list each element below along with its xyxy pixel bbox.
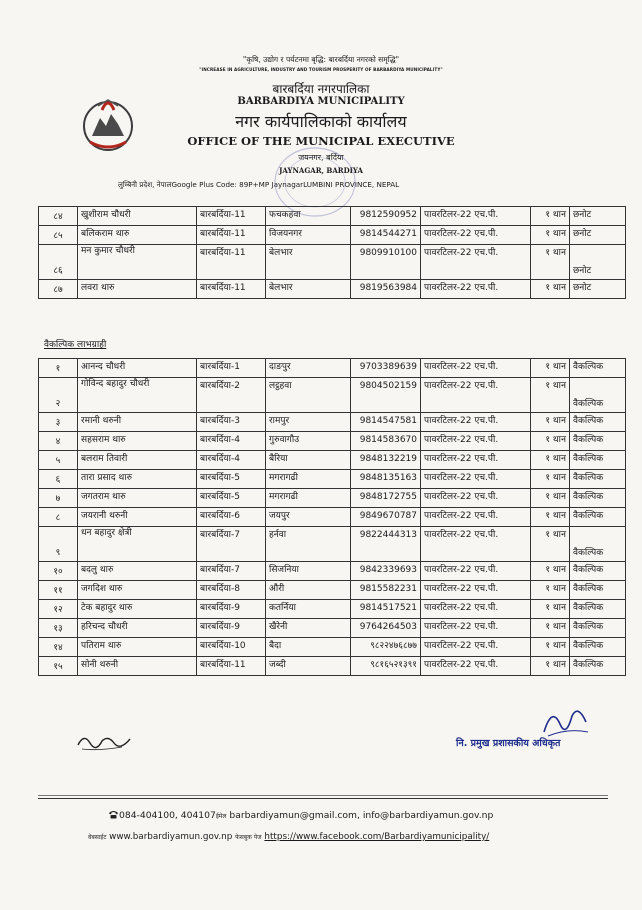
phone-number: 9703389639 xyxy=(351,359,421,378)
village: जब्दी xyxy=(266,657,351,676)
footer-facebook-label: फेसबुक पेज xyxy=(235,834,262,841)
ward: बारबर्दिया-4 xyxy=(197,451,266,470)
section-title: वैकल्पिक लाभग्राही xyxy=(44,340,107,350)
table-row xyxy=(39,489,626,508)
row-number: ८६ xyxy=(39,245,78,280)
equipment: पावरटिलर-22 एच.पी. xyxy=(421,638,531,657)
quantity: १ थान xyxy=(531,600,570,619)
selection-status: वैकल्पिक xyxy=(570,638,626,657)
row-number: १४ xyxy=(39,638,78,657)
village: फचकहवा xyxy=(266,207,351,226)
equipment: पावरटिलर-22 एच.पी. xyxy=(421,226,531,245)
row-number: १२ xyxy=(39,600,78,619)
ward: बारबर्दिया-1 xyxy=(197,359,266,378)
selection-status: छनोट xyxy=(570,207,626,226)
table-row xyxy=(39,280,626,299)
quantity: १ थान xyxy=(531,562,570,581)
beneficiary-name: जगतराम थारु xyxy=(78,489,197,508)
village: विजयनगर xyxy=(266,226,351,245)
village: गुरुवागौउ xyxy=(266,432,351,451)
village: रामपुर xyxy=(266,413,351,432)
village: खैरेनी xyxy=(266,619,351,638)
ward: बारबर्दिया-11 xyxy=(197,657,266,676)
phone-number: 9812590952 xyxy=(351,207,421,226)
equipment: पावरटिलर-22 एच.पी. xyxy=(421,470,531,489)
table-row xyxy=(39,451,626,470)
village: लट्ठहवा xyxy=(266,378,351,413)
equipment: पावरटिलर-22 एच.पी. xyxy=(421,432,531,451)
row-number: ३ xyxy=(39,413,78,432)
equipment: पावरटिलर-22 एच.पी. xyxy=(421,378,531,413)
selection-status: वैकल्पिक xyxy=(570,359,626,378)
signatory-title xyxy=(456,736,560,749)
beneficiary-name: गोविन्द बहादुर चौधरी xyxy=(78,378,197,413)
village: सिजनिया xyxy=(266,562,351,581)
phone-number: 9814547581 xyxy=(351,413,421,432)
selection-status: वैकल्पिक xyxy=(570,562,626,581)
beneficiary-name: बदलु थारु xyxy=(78,562,197,581)
quantity: १ थान xyxy=(531,470,570,489)
beneficiary-name: पतिराम थारु xyxy=(78,638,197,657)
quantity: १ थान xyxy=(531,378,570,413)
phone-number: 9815582231 xyxy=(351,581,421,600)
table-row xyxy=(39,562,626,581)
phone-number: 9848135163 xyxy=(351,470,421,489)
village: औरी xyxy=(266,581,351,600)
quantity: १ थान xyxy=(531,451,570,470)
ward: बारबर्दिया-11 xyxy=(197,226,266,245)
municipality-name-english: BARBARDIYA MUNICIPALITY xyxy=(237,96,405,107)
phone-number: 9849670787 xyxy=(351,508,421,527)
table-row xyxy=(39,638,626,657)
beneficiary-name: हरिचन्द चौधरी xyxy=(78,619,197,638)
phone-number: 9819563984 xyxy=(351,280,421,299)
phone-number: ९८१६५२१३९१ xyxy=(351,657,421,676)
quantity: १ थान xyxy=(531,432,570,451)
beneficiary-name: बलराम तिवारी xyxy=(78,451,197,470)
phone-icon xyxy=(108,810,119,819)
signature-left-icon xyxy=(74,731,134,753)
quantity: १ थान xyxy=(531,489,570,508)
phone-number: 9764264503 xyxy=(351,619,421,638)
village: मगरागढी xyxy=(266,489,351,508)
ward: बारबर्दिया-3 xyxy=(197,413,266,432)
beneficiary-name: बलिकराम थारु xyxy=(78,226,197,245)
quantity: १ थान xyxy=(531,226,570,245)
phone-number: 9814583670 xyxy=(351,432,421,451)
row-number: ८७ xyxy=(39,280,78,299)
table-row xyxy=(39,508,626,527)
ward: बारबर्दिया-10 xyxy=(197,638,266,657)
village: कतर्निया xyxy=(266,600,351,619)
village: बेलभार xyxy=(266,280,351,299)
table-row xyxy=(39,470,626,489)
beneficiary-name: लवरा थारु xyxy=(78,280,197,299)
ward: बारबर्दिया-5 xyxy=(197,470,266,489)
ward: बारबर्दिया-2 xyxy=(197,378,266,413)
equipment: पावरटिलर-22 एच.पी. xyxy=(421,451,531,470)
table-row xyxy=(39,207,626,226)
equipment: पावरटिलर-22 एच.पी. xyxy=(421,413,531,432)
table-row xyxy=(39,378,626,413)
quantity: १ थान xyxy=(531,619,570,638)
location-nepali: जयनगर, बर्दिया xyxy=(298,153,344,162)
village: जयपुर xyxy=(266,508,351,527)
beneficiary-name: जयरानी थरुनी xyxy=(78,508,197,527)
quantity: १ थान xyxy=(531,280,570,299)
row-number: ९ xyxy=(39,527,78,562)
phone-number: 9814517521 xyxy=(351,600,421,619)
footer-web-line xyxy=(88,832,489,842)
village: हर्नवा xyxy=(266,527,351,562)
beneficiary-table xyxy=(38,206,626,299)
footer-website-label: वेबसाईट xyxy=(88,834,107,841)
row-number: १० xyxy=(39,562,78,581)
ward: बारबर्दिया-9 xyxy=(197,619,266,638)
equipment: पावरटिलर-22 एच.पी. xyxy=(421,207,531,226)
ward: बारबर्दिया-7 xyxy=(197,562,266,581)
selection-status: वैकल्पिक xyxy=(570,432,626,451)
village: दाङपुर xyxy=(266,359,351,378)
phone-number: 9848172755 xyxy=(351,489,421,508)
selection-status: वैकल्पिक xyxy=(570,378,626,413)
quantity: १ थान xyxy=(531,207,570,226)
row-number: ५ xyxy=(39,451,78,470)
table-row xyxy=(39,619,626,638)
ward: बारबर्दिया-9 xyxy=(197,600,266,619)
ward: बारबर्दिया-11 xyxy=(197,245,266,280)
footer-facebook-link[interactable]: https://www.facebook.com/Barbardiyamunicipality/ xyxy=(264,832,490,842)
selection-status: वैकल्पिक xyxy=(570,581,626,600)
quantity: १ थान xyxy=(531,527,570,562)
ward: बारबर्दिया-6 xyxy=(197,508,266,527)
equipment: पावरटिलर-22 एच.पी. xyxy=(421,508,531,527)
quantity: १ थान xyxy=(531,581,570,600)
selection-status: वैकल्पिक xyxy=(570,508,626,527)
ward: बारबर्दिया-11 xyxy=(197,207,266,226)
row-number: ६ xyxy=(39,470,78,489)
footer-contact-line xyxy=(108,810,493,821)
row-number: ८५ xyxy=(39,226,78,245)
selection-status: वैकल्पिक xyxy=(570,657,626,676)
table-row xyxy=(39,359,626,378)
ward: बारबर्दिया-4 xyxy=(197,432,266,451)
table-row xyxy=(39,413,626,432)
quantity: १ थान xyxy=(531,413,570,432)
quantity: १ थान xyxy=(531,638,570,657)
row-number: २ xyxy=(39,378,78,413)
beneficiary-name: तारा प्रसाद थारु xyxy=(78,470,197,489)
row-number: १ xyxy=(39,359,78,378)
beneficiary-name: सहसराम थारु xyxy=(78,432,197,451)
beneficiary-name: खुशीराम चौधरी xyxy=(78,207,197,226)
quantity: १ थान xyxy=(531,359,570,378)
selection-status: वैकल्पिक xyxy=(570,600,626,619)
row-number: ४ xyxy=(39,432,78,451)
phone-number: ९८२२४७६८७७ xyxy=(351,638,421,657)
phone-number: 9809910100 xyxy=(351,245,421,280)
village: बैरिया xyxy=(266,451,351,470)
selection-status: वैकल्पिक xyxy=(570,527,626,562)
signatory-caption: नि. प्रमुख प्रशासकीय अधिकृत xyxy=(456,738,561,749)
equipment: पावरटिलर-22 एच.पी. xyxy=(421,359,531,378)
selection-status: छनोट xyxy=(570,226,626,245)
village: बेलभार xyxy=(266,245,351,280)
equipment: पावरटिलर-22 एच.पी. xyxy=(421,527,531,562)
equipment: पावरटिलर-22 एच.पी. xyxy=(421,489,531,508)
equipment: पावरटिलर-22 एच.पी. xyxy=(421,562,531,581)
footer-divider-thin xyxy=(38,795,608,796)
table-row xyxy=(39,581,626,600)
address-line: लुम्बिनी प्रदेश, नेपालGoogle Plus Code: 89P+MP JaynagarLUMBINI PROVINCE, NEPAL xyxy=(118,180,400,189)
table-row xyxy=(39,527,626,562)
footer-email-label: ईमेल xyxy=(215,813,227,820)
selection-status: वैकल्पिक xyxy=(570,413,626,432)
motto-english: "INCREASE IN AGRICULTURE, INDUSTRY AND TOURISM PROSPERITY OF BARBARDIYA MUNICIPALITY" xyxy=(199,67,443,72)
selection-status: वैकल्पिक xyxy=(570,619,626,638)
beneficiary-name: रमानी थरुनी xyxy=(78,413,197,432)
row-number: १५ xyxy=(39,657,78,676)
equipment: पावरटिलर-22 एच.पी. xyxy=(421,619,531,638)
ward: बारबर्दिया-7 xyxy=(197,527,266,562)
table-row xyxy=(39,657,626,676)
quantity: १ थान xyxy=(531,245,570,280)
equipment: पावरटिलर-22 एच.पी. xyxy=(421,245,531,280)
table-row xyxy=(39,226,626,245)
motto-nepali: "कृषि, उद्योग र पर्यटनमा बृद्धि: बारबर्दिया नगरको समृद्धि" xyxy=(242,55,400,64)
quantity: १ थान xyxy=(531,657,570,676)
phone-number: 9814544271 xyxy=(351,226,421,245)
beneficiary-name: धन बहादुर क्षेत्री xyxy=(78,527,197,562)
selection-status: वैकल्पिक xyxy=(570,451,626,470)
phone-number: 9848132219 xyxy=(351,451,421,470)
table-row xyxy=(39,600,626,619)
ward: बारबर्दिया-5 xyxy=(197,489,266,508)
footer-phone: 084-404100, 404107 xyxy=(119,810,216,821)
beneficiary-name: मन कुमार चौधरी xyxy=(78,245,197,280)
village: बैदा xyxy=(266,638,351,657)
row-number: ८४ xyxy=(39,207,78,226)
beneficiary-name: टेक बहादुर थारु xyxy=(78,600,197,619)
ward: बारबर्दिया-8 xyxy=(197,581,266,600)
location-english: JAYNAGAR, BARDIYA xyxy=(279,166,363,175)
selection-status: छनोट xyxy=(570,280,626,299)
beneficiary-name: जगदिश थारु xyxy=(78,581,197,600)
equipment: पावरटिलर-22 एच.पी. xyxy=(421,581,531,600)
beneficiary-name: आनन्द चौधरी xyxy=(78,359,197,378)
footer-divider xyxy=(38,798,608,799)
table-row xyxy=(39,245,626,280)
selection-status: वैकल्पिक xyxy=(570,470,626,489)
ward: बारबर्दिया-11 xyxy=(197,280,266,299)
row-number: ७ xyxy=(39,489,78,508)
phone-number: 9804502159 xyxy=(351,378,421,413)
equipment: पावरटिलर-22 एच.पी. xyxy=(421,280,531,299)
selection-status: वैकल्पिक xyxy=(570,489,626,508)
row-number: ८ xyxy=(39,508,78,527)
table-row xyxy=(39,432,626,451)
office-title-english: OFFICE OF THE MUNICIPAL EXECUTIVE xyxy=(187,134,455,148)
footer-emails[interactable]: barbardiyamun@gmail.com, info@barbardiyamun.gov.np xyxy=(229,810,494,821)
beneficiary-name: सोनी थरुनी xyxy=(78,657,197,676)
phone-number: 9822444313 xyxy=(351,527,421,562)
municipality-name-nepali: बारबर्दिया नगरपालिका xyxy=(272,82,370,96)
row-number: १३ xyxy=(39,619,78,638)
phone-number: 9842339693 xyxy=(351,562,421,581)
row-number: ११ xyxy=(39,581,78,600)
alternate-beneficiary-table xyxy=(38,358,626,676)
selection-status: छनोट xyxy=(570,245,626,280)
office-title-nepali: नगर कार्यपालिकाको कार्यालय xyxy=(235,112,407,131)
village: मगरागढी xyxy=(266,470,351,489)
footer-website-link[interactable]: www.barbardiyamun.gov.np xyxy=(109,832,233,842)
equipment: पावरटिलर-22 एच.पी. xyxy=(421,600,531,619)
equipment: पावरटिलर-22 एच.पी. xyxy=(421,657,531,676)
quantity: १ थान xyxy=(531,508,570,527)
